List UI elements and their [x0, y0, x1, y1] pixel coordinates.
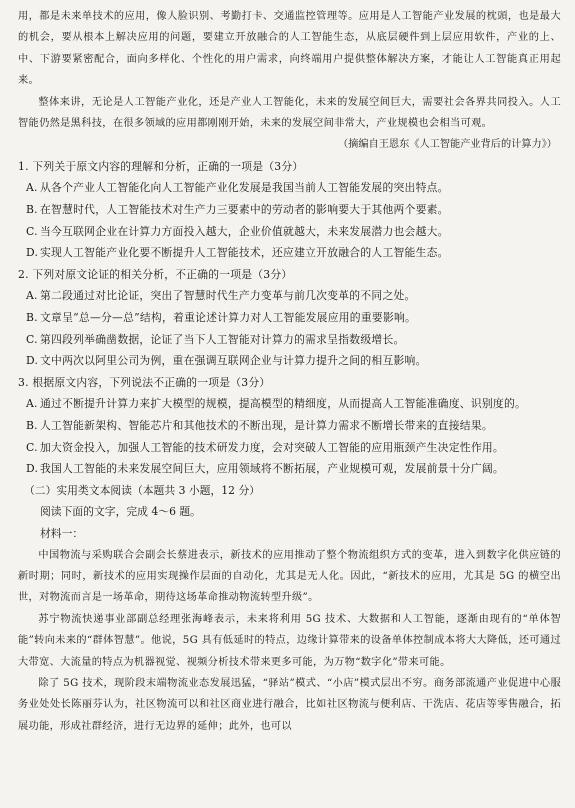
option-letter: B.	[26, 418, 38, 432]
option-text: 当今互联网企业在计算力方面投入越大，企业价值就越大，未来发展潜力也会越大。	[40, 224, 449, 238]
option-text: 文中两次以阿里公司为例，重在强调互联网企业与计算力提升之间的相互影响。	[40, 354, 427, 368]
option-letter: C.	[26, 224, 38, 238]
option-text: 人工智能新架构、智能芯片和其他技术的不断出现，是计算力需求不断增长带来的直接结果。	[40, 418, 493, 432]
question-2	[18, 264, 561, 372]
question-stem: 3. 根据原文内容，下列说法不正确的一项是（3分）	[18, 375, 271, 389]
question-stem: 1. 下列关于原文内容的理解和分析，正确的一项是（3分）	[18, 159, 304, 173]
option-text: 第二段通过对比论证，突出了智慧时代生产力变革与前几次变革的不同之处。	[40, 289, 416, 303]
section-heading: （二）实用类文本阅读（本题共 3 小题，12 分）	[24, 483, 261, 497]
question-1	[18, 156, 561, 264]
option-letter: C.	[26, 332, 38, 346]
passage-paragraph: 除了 5G 技术，现阶段末端物流业态发展迅猛，“驿站”模式、“小店”模式层出不穷。商务部流通产业促进中心服务业处处长陈丽芬认为，社区物流可以和社区商业进行融合，比如社区物流与便利店、干洗店、花店等零售融合，拓展功能，形成社群经济，进行无边界的延伸；此外，也可以	[18, 677, 561, 732]
question-3	[18, 372, 561, 480]
passage-paragraph: 整体来讲，无论是人工智能产业化，还是产业人工智能化，未来的发展空间巨大，需要社会各界共同投入。人工智能仍然是黑科技，在很多领域的应用都刚刚开始，未来的发展空间非常大，产业规模也会相当可观。	[18, 96, 561, 130]
option-letter: B.	[26, 203, 38, 217]
question-option	[18, 350, 561, 372]
option-text: 第四段列举确凿数据，论证了当下人工智能对计算力的需求呈指数级增长。	[40, 332, 405, 346]
material-label: 材料一：	[40, 526, 84, 540]
question-option	[18, 458, 561, 480]
option-text: 文章呈“总—分—总”结构，着重论述计算力对人工智能发展应用的重要影响。	[40, 311, 417, 324]
passage-paragraph: 中国物流与采购联合会副会长蔡进表示，新技术的应用推动了整个物流组织方式的变革，进入到数字化供应链的新时期；同时，新技术的应用实现操作层面的自动化，尤其是无人化。因此，“新技术的应用，尤其是 5G 的横空出世，对物流而言是一场革命，期待这场革命推动物流转型升级”。	[18, 549, 561, 604]
option-letter: A.	[26, 289, 38, 303]
passage-paragraph: 用，都是未来单技术的应用，像人脸识别、考勤打卡、交通监控管理等。应用是人工智能产业发展的枕頭，也是最大的机会，要从根本上解决应用的问题，要建立开放融合的人工智能生态，从底层硬件到上层应用软件，产业的上、中、下游要紧密配合，面向多样化、个性化的用户需求，向终端用户提供整体解决方案，才能让人工智能真正用起来。	[18, 11, 561, 87]
question-option	[18, 329, 561, 351]
option-letter: A.	[26, 397, 38, 411]
option-letter: C.	[26, 440, 38, 454]
question-stem: 2. 下列对原文论证的相关分析，不正确的一项是（3分）	[18, 267, 293, 281]
option-text: 加大资金投入，加强人工智能的技术研发力度，会对突破人工智能的应用瓶颈产生决定性作用。	[40, 440, 504, 454]
question-option	[18, 199, 561, 221]
option-letter: D.	[26, 354, 39, 368]
reading-instruction: 阅读下面的文字，完成 4～6 题。	[40, 505, 201, 519]
question-option	[18, 221, 561, 243]
option-letter: B.	[26, 311, 38, 324]
option-text: 实现人工智能产业化要不断提升人工智能技术，还应建立开放融合的人工智能生态。	[40, 246, 449, 260]
option-text: 我国人工智能的未来发展空间巨大，应用领域将不断拓展，产业规模可观，发展前景十分广阔。	[40, 462, 504, 476]
option-text: 在智慧时代，人工智能技术对生产力三要素中的劳动者的影响要大于其他两个要素。	[40, 203, 449, 217]
option-letter: D.	[26, 246, 39, 260]
question-option	[18, 307, 561, 329]
option-text: 通过不断提升计算力来扩大模型的规模，提高模型的精细度，从而提高人工智能准确度、识别度的。	[40, 397, 527, 411]
question-option	[18, 415, 561, 437]
question-option	[18, 437, 561, 459]
option-text: 从各个产业人工智能化向人工智能产业化发展是我国当前人工智能发展的突出特点。	[40, 181, 449, 195]
question-option	[18, 393, 561, 415]
passage-paragraph: 苏宁物流快递事业部副总经理张海峰表示，未来将利用 5G 技术、大数据和人工智能，逐渐由现有的“单体智能”转向未来的“群体智慧”。他说，5G 具有低延时的特点，边缘计算带来的设备单体控制成本将大大降低，还可通过大带宽、大流量的特点为机器视觉、视频分析技术带来更多可能，为万物“数字化”带来可能。	[18, 613, 561, 668]
question-option	[18, 242, 561, 264]
option-letter: D.	[26, 462, 39, 476]
question-option	[18, 177, 561, 199]
option-letter: A.	[26, 181, 38, 195]
question-option	[18, 285, 561, 307]
source-citation: （摘编自王恩东《人工智能产业背后的计算力》）	[337, 139, 557, 151]
